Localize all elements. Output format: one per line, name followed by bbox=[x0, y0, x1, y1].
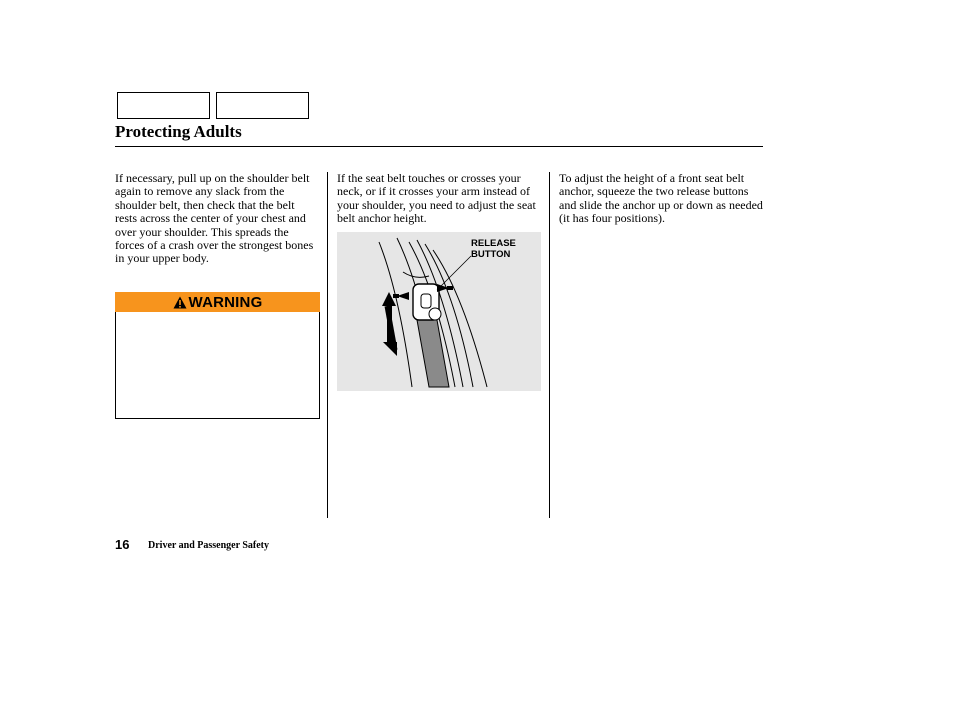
column-1-text: If necessary, pull up on the shoulder belt again to remove any slack from the shoulder belt, then check that the belt rests across the center of your chest and over your shoulder. This spreads the forces of a crash over the strongest bones in your upper body. bbox=[115, 171, 314, 266]
column-3-text: To adjust the height of a front seat belt anchor, squeeze the two release buttons and slide the anchor up or down as needed (it has four positions). bbox=[559, 171, 763, 226]
footer-section: Driver and Passenger Safety bbox=[148, 540, 270, 551]
warning-header bbox=[115, 292, 320, 312]
warning-triangle-icon bbox=[173, 296, 187, 309]
title-rule bbox=[115, 146, 763, 147]
column-divider-1 bbox=[327, 172, 328, 518]
seat-belt-anchor-figure bbox=[337, 232, 541, 391]
page-title: Protecting Adults bbox=[115, 122, 242, 141]
column-2-text: If the seat belt touches or crosses your neck, or if it crosses your arm instead of your shoulder, you need to adjust the seat belt anchor height. bbox=[337, 171, 536, 226]
column-divider-2 bbox=[549, 172, 550, 518]
nav-tab-2[interactable] bbox=[216, 92, 309, 119]
figure-callout bbox=[471, 238, 516, 260]
nav-tab-1[interactable] bbox=[117, 92, 210, 119]
callout-line-1: RELEASE bbox=[471, 238, 516, 249]
callout-line-2: BUTTON bbox=[471, 249, 511, 260]
warning-body bbox=[115, 312, 320, 419]
warning-label: WARNING bbox=[188, 293, 263, 311]
page-number: 16 bbox=[115, 537, 130, 552]
